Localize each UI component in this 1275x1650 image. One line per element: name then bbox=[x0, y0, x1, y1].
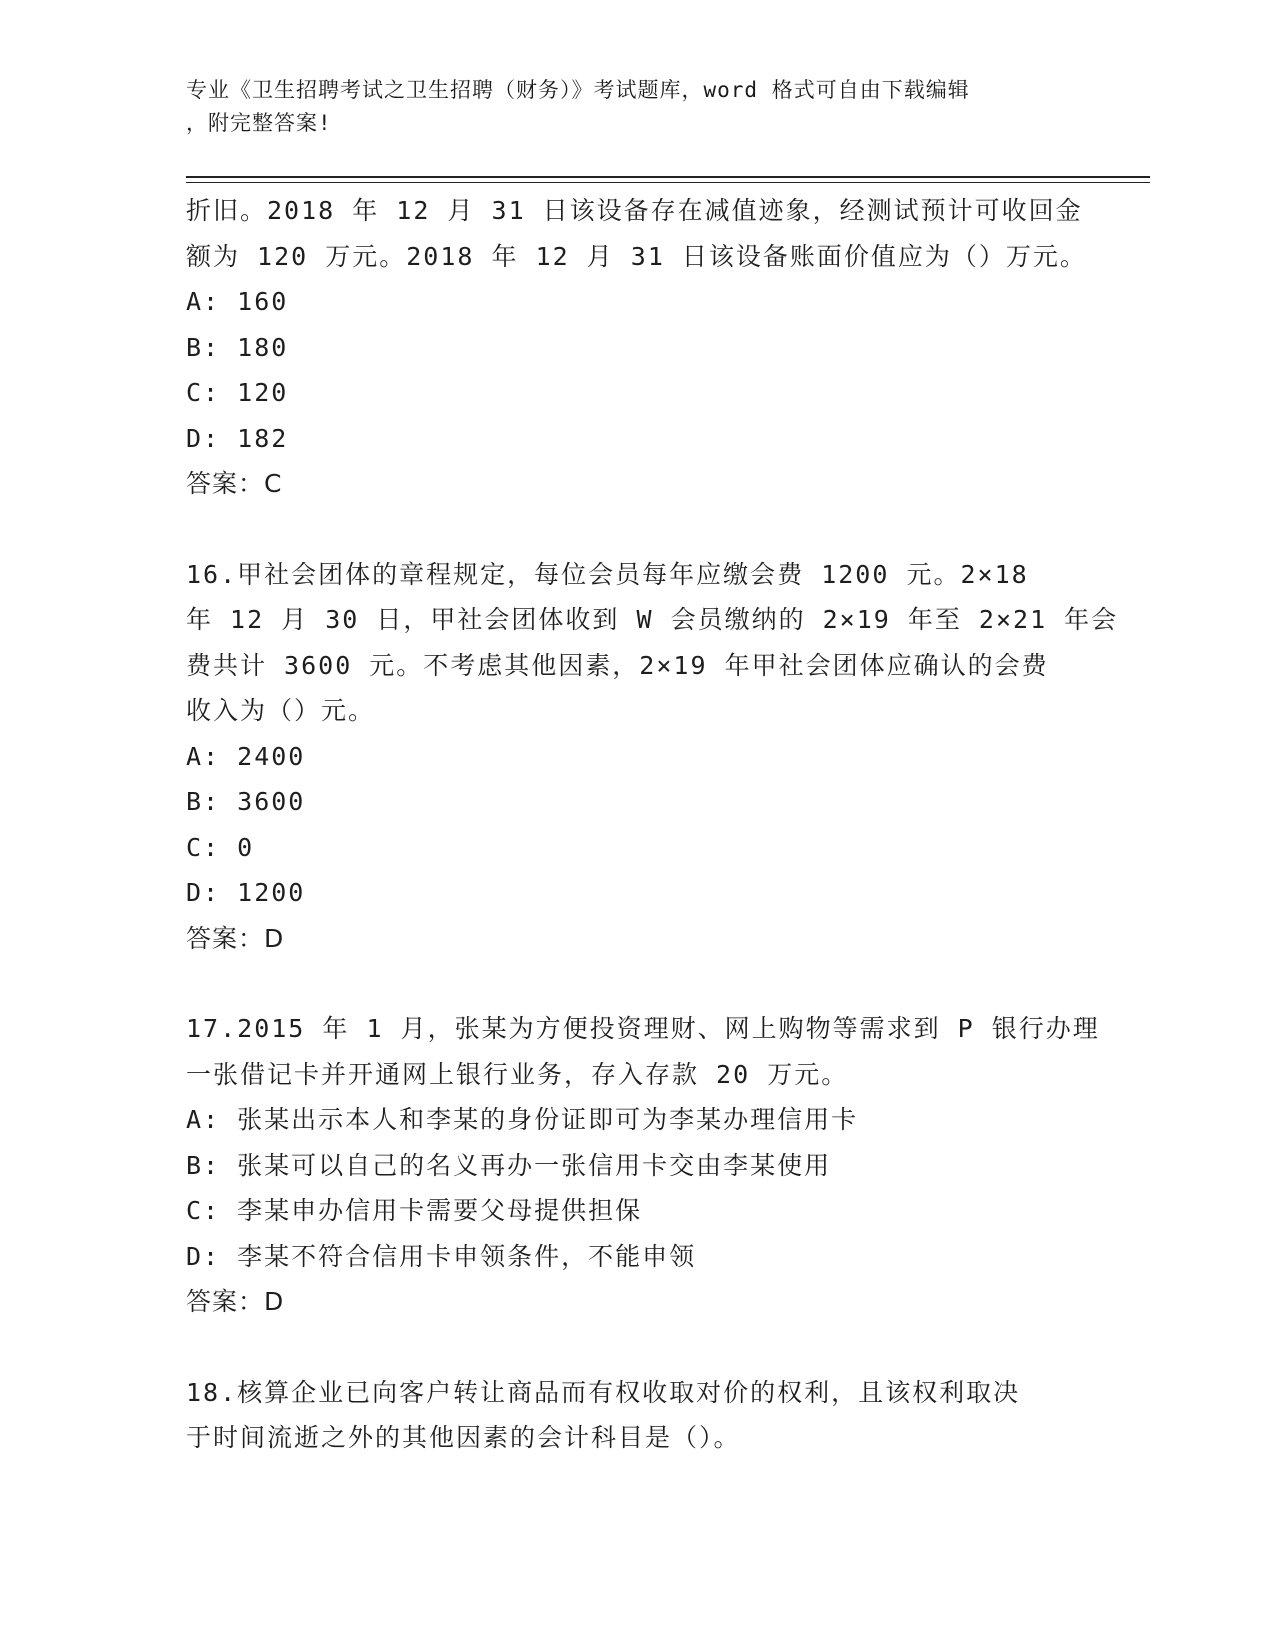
question-18 bbox=[186, 1370, 1086, 1461]
option-a: A: 2400 bbox=[186, 741, 306, 771]
question-stem-line: 费共计 3600 元。不考虑其他因素，2×19 年甲社会团体应确认的会费 bbox=[186, 650, 1049, 680]
header-line-1: 专业《卫生招聘考试之卫生招聘（财务）》考试题库，word 格式可自由下载编辑 bbox=[186, 78, 970, 102]
spacer bbox=[186, 1325, 1086, 1370]
option-c: C: 0 bbox=[186, 832, 255, 862]
answer-line: 答案：D bbox=[186, 1287, 285, 1316]
question-15 bbox=[186, 188, 1086, 507]
option-a: A: 160 bbox=[186, 287, 289, 316]
answer-line: 答案：C bbox=[186, 469, 283, 498]
option-c: C: 李某申办信用卡需要父母提供担保 bbox=[186, 1196, 643, 1225]
question-stem-line: 17.2015 年 1 月，张某为方便投资理财、网上购物等需求到 P 银行办理 bbox=[186, 1014, 1100, 1043]
header-divider-thin bbox=[186, 182, 1150, 183]
spacer bbox=[186, 507, 1086, 552]
option-d: D: 1200 bbox=[186, 878, 306, 907]
option-d: D: 李某不符合信用卡申领条件，不能申领 bbox=[186, 1241, 697, 1271]
option-c: C: 120 bbox=[186, 378, 289, 407]
option-b: B: 3600 bbox=[186, 787, 306, 816]
question-stem-line: 年 12 月 30 日，甲社会团体收到 W 会员缴纳的 2×19 年至 2×21 年会 bbox=[186, 605, 1119, 634]
question-stem-line: 收入为（）元。 bbox=[186, 696, 376, 725]
document-header bbox=[186, 74, 1066, 140]
question-stem-line: 折旧。2018 年 12 月 31 日该设备存在减值迹象，经测试预计可收回金 bbox=[186, 196, 1083, 225]
question-stem-line: 额为 120 万元。2018 年 12 月 31 日该设备账面价值应为（）万元。 bbox=[186, 241, 1087, 271]
question-content bbox=[186, 188, 1119, 1461]
option-d: D: 182 bbox=[186, 423, 289, 453]
header-divider-thick bbox=[186, 176, 1150, 178]
question-16 bbox=[186, 552, 1119, 962]
header-line-2: ，附完整答案! bbox=[186, 111, 332, 135]
question-stem-line: 一张借记卡并开通网上银行业务，存入存款 20 万元。 bbox=[186, 1059, 849, 1089]
option-a: A: 张某出示本人和李某的身份证即可为李某办理信用卡 bbox=[186, 1105, 859, 1134]
option-b: B: 180 bbox=[186, 332, 289, 362]
question-stem-line: 16.甲社会团体的章程规定，每位会员每年应缴会费 1200 元。2×18 bbox=[186, 559, 1029, 589]
question-stem-line: 于时间流逝之外的其他因素的会计科目是（）。 bbox=[186, 1423, 741, 1452]
answer-line: 答案：D bbox=[186, 923, 285, 953]
spacer bbox=[186, 961, 1086, 1006]
question-17 bbox=[186, 1006, 1100, 1325]
question-stem-line: 18.核算企业已向客户转让商品而有权收取对价的权利，且该权利取决 bbox=[186, 1377, 1021, 1407]
option-b: B: 张某可以自己的名义再办一张信用卡交由李某使用 bbox=[186, 1150, 832, 1180]
